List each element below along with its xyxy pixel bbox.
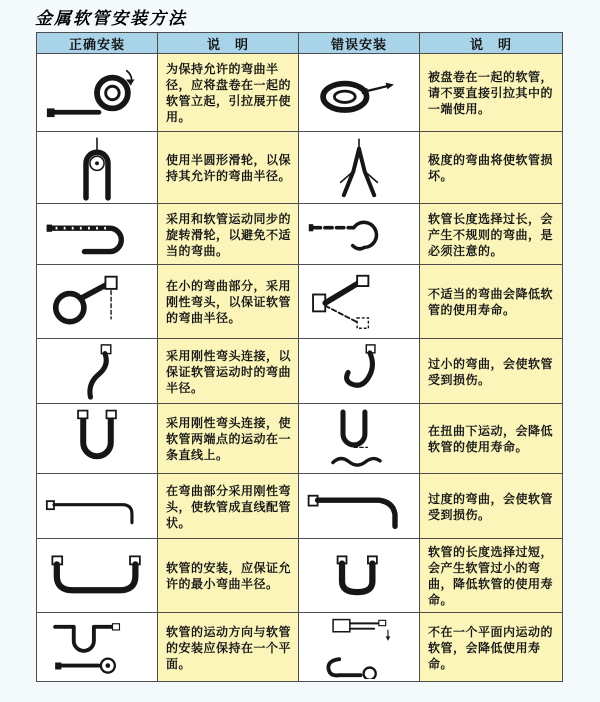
overlong-irregular-loop-hose-icon (305, 208, 413, 260)
single-plane-motion-hose-icon (43, 616, 151, 678)
wrong-note-cell: 过度的弯曲，会使软管受到损伤。 (420, 474, 563, 539)
flat-coil-pulled-end-hose-icon (307, 66, 411, 120)
table-row (37, 404, 563, 474)
wrong-figure-cell (299, 474, 420, 539)
correct-figure-cell (37, 404, 158, 474)
improper-sharp-branch-hose-icon (307, 272, 411, 332)
correct-figure-cell (37, 54, 158, 132)
rigid-elbow-u-inline-hose-icon (64, 408, 130, 470)
header-note-correct: 说 明 (158, 33, 299, 54)
synchronized-rotating-pulley-hose-icon (43, 210, 151, 259)
correct-figure-cell (37, 613, 158, 682)
table-row (37, 204, 563, 265)
upright-coil-unrolling-hose-icon (44, 63, 150, 123)
correct-note-cell: 软管的安装，应保证允许的最小弯曲半径。 (158, 539, 299, 613)
wrong-note-cell: 在扭曲下运动，会降低软管的使用寿命。 (420, 404, 563, 474)
correct-figure-cell (37, 539, 158, 613)
correct-note-cell: 软管的运动方向与软管的安装应保持在一个平面。 (158, 613, 299, 682)
table-row (37, 132, 563, 204)
too-small-bend-hook-hose-icon (330, 342, 388, 400)
header-row (37, 33, 563, 54)
header-correct-install: 正确安装 (37, 33, 158, 54)
rigid-elbow-s-curve-hose-icon (68, 342, 126, 400)
correct-figure-cell (37, 339, 158, 404)
correct-note-cell: 采用和软管运动同步的旋转滑轮，以避免不适当的弯曲。 (158, 204, 299, 265)
wrong-figure-cell (299, 613, 420, 682)
table-row (37, 474, 563, 539)
wrong-figure-cell (299, 265, 420, 339)
correct-note-cell: 采用刚性弯头连接，使软管两端点的运动在一条直线上。 (158, 404, 299, 474)
wrong-figure-cell (299, 339, 420, 404)
table-row (37, 339, 563, 404)
wrong-note-cell: 极度的弯曲将使软管损坏。 (420, 132, 563, 204)
overbent-corner-hose-icon (305, 483, 413, 530)
table-row (37, 265, 563, 339)
semicircular-pulley-hose-icon (65, 135, 129, 201)
wrong-figure-cell (299, 132, 420, 204)
correct-figure-cell (37, 474, 158, 539)
minimum-bend-radius-wide-u-hose-icon (43, 551, 151, 601)
header-note-wrong: 说 明 (420, 33, 563, 54)
wrong-note-cell: 不适当的弯曲会降低软管的使用寿命。 (420, 265, 563, 339)
sharp-kinked-hanging-hose-icon (328, 136, 390, 200)
wrong-figure-cell (299, 539, 420, 613)
twisted-motion-hose-icon (322, 407, 396, 471)
table-row (37, 613, 563, 682)
table-row (37, 54, 563, 132)
correct-note-cell: 在弯曲部分采用刚性弯头，使软管成直线配管状。 (158, 474, 299, 539)
correct-figure-cell (37, 265, 158, 339)
wrong-figure-cell (299, 404, 420, 474)
wrong-figure-cell (299, 54, 420, 132)
wrong-note-cell: 过小的弯曲，会使软管受到损伤。 (420, 339, 563, 404)
rigid-elbow-small-bend-hose-icon (45, 272, 149, 332)
page-title: 金属软管安装方法 (35, 9, 187, 28)
wrong-note-cell: 软管长度选择过长，会产生不规则的弯曲，是必须注意的。 (420, 204, 563, 265)
wrong-note-cell: 不在一个平面内运动的软管，会降低使用寿命。 (420, 613, 563, 682)
installation-table (36, 32, 563, 682)
correct-note-cell: 为保持允许的弯曲半径，应将盘卷在一起的软管立起，引拉展开使用。 (158, 54, 299, 132)
table-row (37, 539, 563, 613)
wrong-figure-cell (299, 204, 420, 265)
out-of-plane-motion-hose-icon (307, 615, 411, 679)
correct-figure-cell (37, 132, 158, 204)
straight-piping-elbow-hose-icon (43, 485, 151, 528)
catalog-page (0, 4, 600, 682)
correct-note-cell: 在小的弯曲部分，采用刚性弯头，以保证软管的弯曲半径。 (158, 265, 299, 339)
correct-note-cell: 使用半圆形滑轮，以保持其允许的弯曲半径。 (158, 132, 299, 204)
wrong-note-cell: 软管的长度选择过短，会产生软管过小的弯曲，降低软管的使用寿命。 (420, 539, 563, 613)
wrong-note-cell: 被盘卷在一起的软管，请不要直接引拉其中的一端使用。 (420, 54, 563, 132)
correct-note-cell: 采用刚性弯头连接，以保证软管运动时的弯曲半径。 (158, 339, 299, 404)
header-wrong-install: 错误安装 (299, 33, 420, 54)
too-short-narrow-u-hose-icon (305, 551, 413, 601)
correct-figure-cell (37, 204, 158, 265)
